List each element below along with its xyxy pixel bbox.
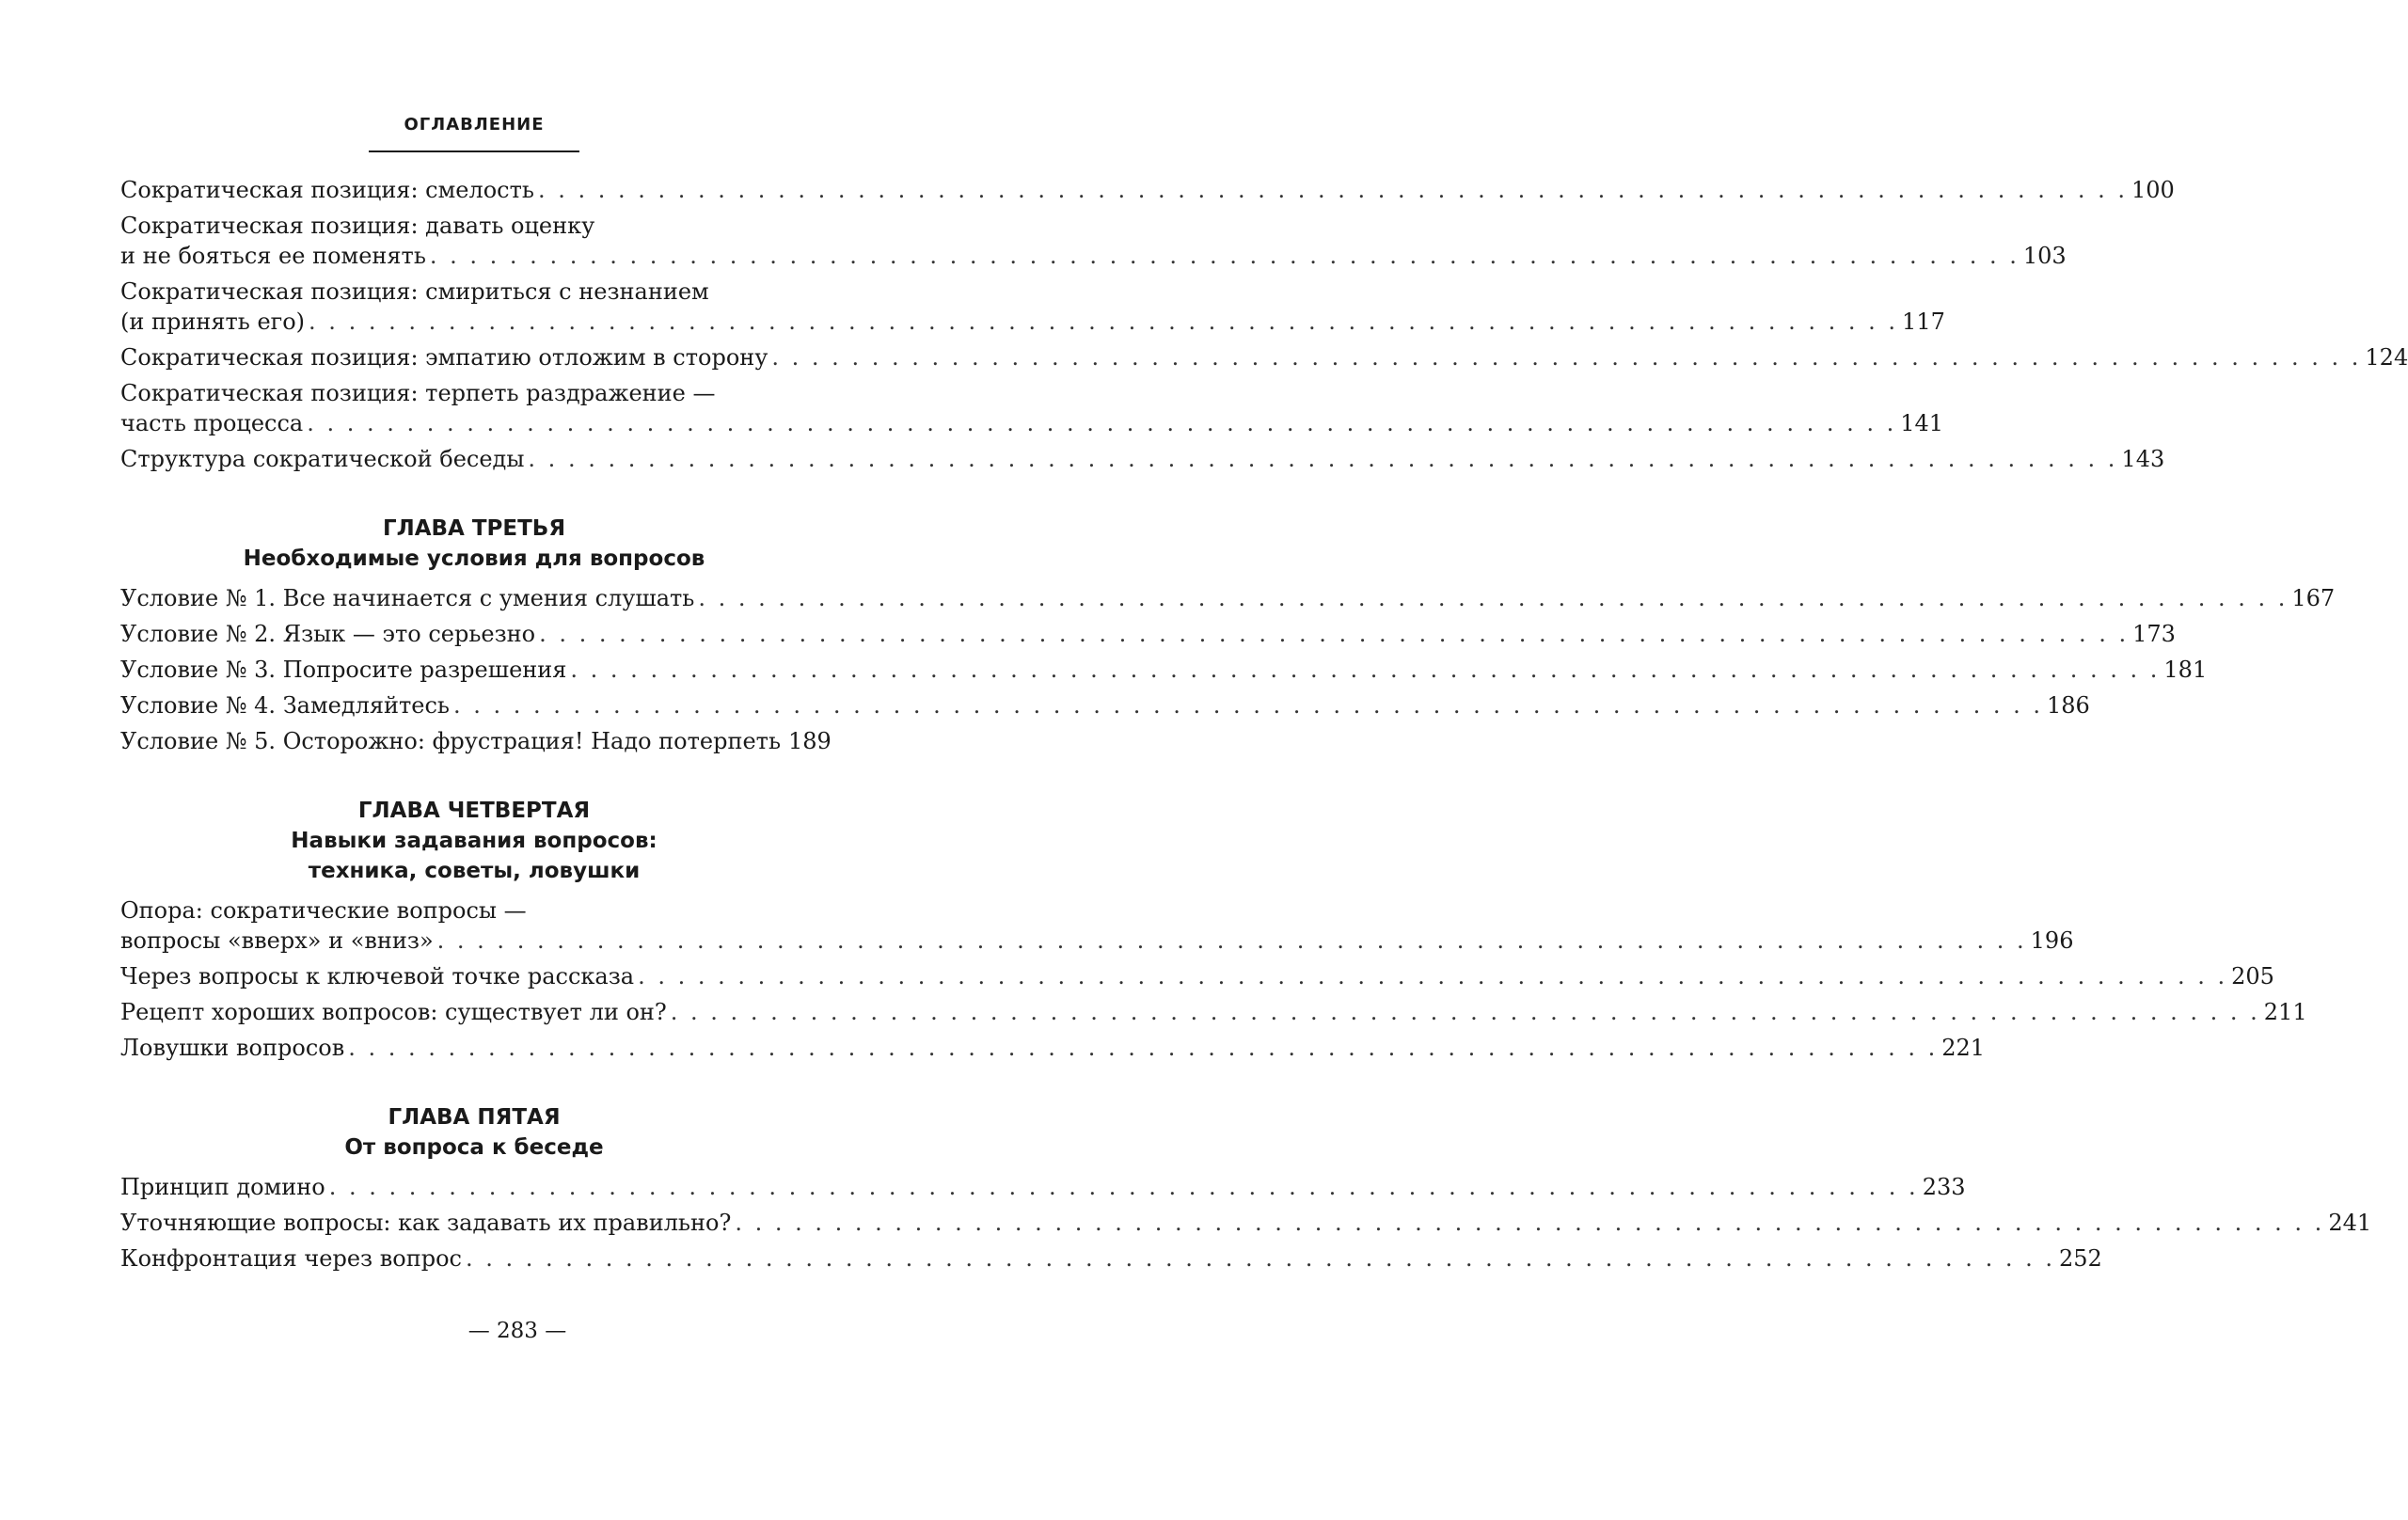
chapter-title: От вопроса к беседе	[344, 1135, 604, 1160]
dot-leader: . . . . . . . . . . . . . . . . . . . . . . . . . . . . . . . . . . . . . . . . . . . . . . . . . . . . . . . . . . . . . . . . . . . . . . . . . . . . . . . .	[307, 410, 1897, 436]
toc-section	[120, 1102, 2372, 1274]
dot-leader: . . . . . . . . . . . . . . . . . . . . . . . . . . . . . . . . . . . . . . . . . . . . . . . . . . . . . . . . . . . . . . . . . . . . . . . . . . . . . . . .	[429, 243, 2020, 269]
toc-entry-row	[120, 307, 1945, 337]
toc-entry	[120, 690, 2090, 720]
toc-entry	[120, 895, 2074, 956]
toc-entry-title: Условие № 5. Осторожно: фрустрация! Надо потерпеть	[120, 728, 782, 754]
toc-entry-row	[120, 444, 2165, 474]
toc-entry-title: Структура сократической беседы	[120, 446, 525, 472]
toc-entry-page: 143	[2121, 446, 2165, 472]
toc-entry-page: 103	[2022, 243, 2067, 269]
chapter-title: техника, советы, ловушки	[308, 859, 641, 883]
dot-leader: . . . . . . . . . . . . . . . . . . . . . . . . . . . . . . . . . . . . . . . . . . . . . . . . . . . . . . . . . . . . . . . . . . . . . . . . . . . . . . . .	[309, 309, 1899, 335]
toc-entry-title: (и принять его)	[120, 309, 306, 335]
running-head-rule	[369, 150, 579, 152]
toc-entry-title: Сократическая позиция: эмпатию отложим в сторону	[120, 344, 768, 371]
toc-entry-page: 233	[1922, 1174, 1966, 1200]
toc-entry	[120, 175, 2175, 205]
toc-entry-title: Сократическая позиция: смелость	[120, 177, 534, 203]
toc-entry-title: Условие № 4. Замедляйтесь	[120, 692, 450, 719]
dot-leader: . . . . . . . . . . . . . . . . . . . . . . . . . . . . . . . . . . . . . . . . . . . . . . . . . . . . . . . . . . . . . . . . . . . . . . . . . . . . . . . .	[452, 692, 2043, 719]
chapter-label: ГЛАВА ЧЕТВЕРТАЯ	[357, 799, 591, 823]
toc-entry-page: 241	[2328, 1210, 2372, 1236]
toc-entry-row	[120, 1243, 2102, 1274]
toc-entry-title: Через вопросы к ключевой точке рассказа	[120, 963, 635, 990]
toc-entry	[120, 342, 2408, 372]
toc-entry-page: 252	[2058, 1245, 2102, 1272]
toc-entry	[120, 583, 2336, 613]
toc-entry	[120, 378, 1944, 438]
toc-entry	[120, 619, 2176, 649]
toc-entry-row	[120, 1172, 1966, 1202]
toc-entry-page: 167	[2291, 585, 2336, 611]
chapter-heading	[120, 1102, 828, 1163]
toc-entry	[120, 961, 2274, 991]
toc-entry-row	[120, 241, 2067, 271]
dot-leader: . . . . . . . . . . . . . . . . . . . . . . . . . . . . . . . . . . . . . . . . . . . . . . . . . . . . . . . . . . . . . . . . . . . . . . . . . . . . . . . .	[735, 1210, 2325, 1236]
toc-entry	[120, 726, 832, 756]
toc-entry-title: Рецепт хороших вопросов: существует ли он?	[120, 999, 667, 1025]
chapter-label: ГЛАВА ТРЕТЬЯ	[382, 516, 566, 541]
toc-entry-row	[120, 619, 2176, 649]
dot-leader: . . . . . . . . . . . . . . . . . . . . . . . . . . . . . . . . . . . . . . . . . . . . . . . . . . . . . . . . . . . . . . . . . . . . . . . . . . . . . . . .	[771, 344, 2362, 371]
running-head: ОГЛАВЛЕНИЕ	[404, 115, 545, 135]
toc-entry	[120, 277, 1945, 337]
toc-entry	[120, 1033, 1986, 1063]
page-number: — 283 —	[467, 1319, 567, 1343]
toc-entry	[120, 1243, 2102, 1274]
toc-entry-row	[120, 926, 2074, 956]
toc-section	[120, 514, 2336, 756]
toc-entry-page: 186	[2046, 692, 2090, 719]
toc-entry-title: Условие № 1. Все начинается с умения слушать	[120, 585, 695, 611]
toc-entry-page: 211	[2263, 999, 2307, 1025]
toc-entry-page: 100	[2131, 177, 2175, 203]
toc-entry-title: Условие № 3. Попросите разрешения	[120, 657, 567, 683]
toc-entry-row	[120, 997, 2307, 1027]
toc-entry-row	[120, 342, 2408, 372]
dot-leader: . . . . . . . . . . . . . . . . . . . . . . . . . . . . . . . . . . . . . . . . . . . . . . . . . . . . . . . . . . . . . . . . . . . . . . . . . . . . . . . .	[537, 177, 2128, 203]
toc-entry-page: 124	[2365, 344, 2408, 371]
toc-entry-row	[120, 583, 2336, 613]
dot-leader: . . . . . . . . . . . . . . . . . . . . . . . . . . . . . . . . . . . . . . . . . . . . . . . . . . . . . . . . . . . . . . . . . . . . . . . . . . . . . . . .	[539, 621, 2130, 647]
toc-entry-title: Принцип домино	[120, 1174, 325, 1200]
toc-entry-title: Конфронтация через вопрос	[120, 1245, 462, 1272]
dot-leader: . . . . . . . . . . . . . . . . . . . . . . . . . . . . . . . . . . . . . . . . . . . . . . . . . . . . . . . . . . . . . . . . . . . . . . . . . . . . . . . .	[348, 1035, 1939, 1061]
dot-leader: . . . . . . . . . . . . . . . . . . . . . . . . . . . . . . . . . . . . . . . . . . . . . . . . . . . . . . . . . . . . . . . . . . . . . . . . . . . . . . . .	[528, 446, 2118, 472]
toc-entry	[120, 444, 2165, 474]
toc-entry-title: Уточняющие вопросы: как задавать их правильно?	[120, 1210, 732, 1236]
toc-entry	[120, 997, 2307, 1027]
toc-entry-row	[120, 1033, 1986, 1063]
chapter-title: Необходимые условия для вопросов	[243, 546, 705, 571]
toc-entry-page: 117	[1902, 309, 1945, 335]
toc-entry	[120, 655, 2208, 685]
toc-entry-title: часть процесса	[120, 410, 304, 436]
toc-entry-title: Ловушки вопросов	[120, 1035, 345, 1061]
table-of-contents	[120, 175, 2408, 1279]
chapter-heading	[120, 796, 828, 886]
dot-leader: . . . . . . . . . . . . . . . . . . . . . . . . . . . . . . . . . . . . . . . . . . . . . . . . . . . . . . . . . . . . . . . . . . . . . . . . . . . . . . . .	[465, 1245, 2055, 1272]
toc-entry	[120, 1208, 2372, 1238]
toc-entry-row	[120, 655, 2208, 685]
dot-leader: . . . . . . . . . . . . . . . . . . . . . . . . . . . . . . . . . . . . . . . . . . . . . . . . . . . . . . . . . . . . . . . . . . . . . . . . . . . . . . . .	[328, 1174, 1919, 1200]
toc-entry-row	[120, 726, 832, 756]
chapter-title: Навыки задавания вопросов:	[291, 829, 657, 853]
toc-entry-title: Сократическая позиция: давать оценку	[120, 213, 595, 239]
dot-leader: . . . . . . . . . . . . . . . . . . . . . . . . . . . . . . . . . . . . . . . . . . . . . . . . . . . . . . . . . . . . . . . . . . . . . . . . . . . . . . . .	[570, 657, 2161, 683]
dot-leader: . . . . . . . . . . . . . . . . . . . . . . . . . . . . . . . . . . . . . . . . . . . . . . . . . . . . . . . . . . . . . . . . . . . . . . . . . . . . . . . .	[638, 963, 2228, 990]
toc-entry	[120, 1172, 1966, 1202]
toc-entry-title: Сократическая позиция: смириться с незнанием	[120, 278, 709, 305]
toc-entry-title: Сократическая позиция: терпеть раздражение —	[120, 380, 716, 406]
toc-entry-title: Условие № 2. Язык — это серьезно	[120, 621, 536, 647]
toc-entry-page: 221	[1941, 1035, 1986, 1061]
toc-entry-page: 181	[2163, 657, 2208, 683]
toc-entry-page: 173	[2132, 621, 2176, 647]
chapter-label: ГЛАВА ПЯТАЯ	[388, 1105, 561, 1130]
dot-leader: . . . . . . . . . . . . . . . . . . . . . . . . . . . . . . . . . . . . . . . . . . . . . . . . . . . . . . . . . . . . . . . . . . . . . . . . . . . . . . . .	[698, 585, 2289, 611]
toc-entry-row	[120, 961, 2274, 991]
toc-entry-row	[120, 175, 2175, 205]
chapter-heading	[120, 514, 828, 574]
dot-leader: . . . . . . . . . . . . . . . . . . . . . . . . . . . . . . . . . . . . . . . . . . . . . . . . . . . . . . . . . . . . . . . . . . . . . . . . . . . . . . . .	[670, 999, 2260, 1025]
toc-entry-row	[120, 1208, 2372, 1238]
toc-entry-page: 141	[1900, 410, 1944, 436]
toc-entry-page: 205	[2231, 963, 2274, 990]
dot-leader: . . . . . . . . . . . . . . . . . . . . . . . . . . . . . . . . . . . . . . . . . . . . . . . . . . . . . . . . . . . . . . . . . . . . . . . . . . . . . . . .	[436, 927, 2027, 954]
toc-section	[120, 796, 2307, 1063]
toc-entry-title: и не бояться ее поменять	[120, 243, 426, 269]
toc-entry-page: 196	[2030, 927, 2074, 954]
toc-entry-row	[120, 690, 2090, 720]
toc-entry-title: Опора: сократические вопросы —	[120, 897, 527, 924]
toc-entry-title: вопросы «вверх» и «вниз»	[120, 927, 434, 954]
toc-entry-page: 189	[788, 728, 832, 754]
toc-entry	[120, 211, 2067, 271]
toc-entry-row	[120, 408, 1944, 438]
toc-section	[120, 175, 2408, 474]
